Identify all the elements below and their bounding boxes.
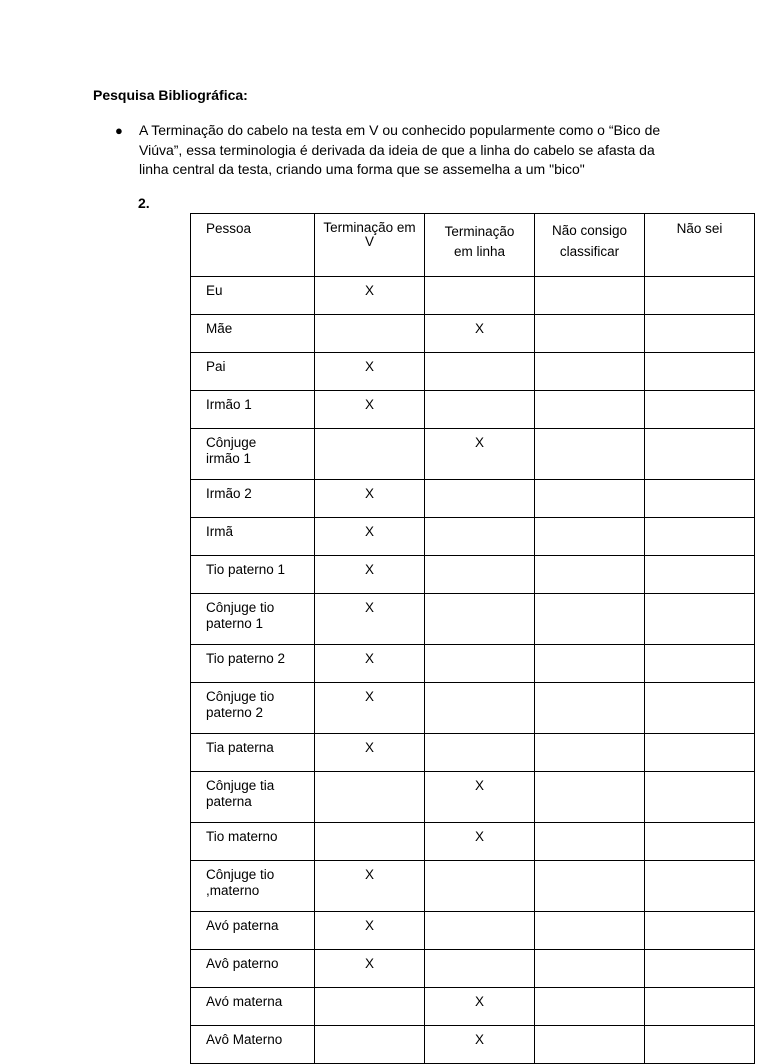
person-name-line1: Cônjuge tio [206,600,275,615]
cell-cannot-classify [535,429,645,480]
cell-cannot-classify [535,950,645,988]
cell-v-shape [315,1026,425,1064]
bullet-list [115,121,675,180]
cell-person [191,772,315,823]
cell-straight-line: X [425,772,535,823]
cell-person [191,277,315,315]
cell-person [191,556,315,594]
cell-cannot-classify [535,518,645,556]
cell-v-shape: X [315,861,425,912]
bullet-item [115,121,675,180]
cell-dont-know [645,315,755,353]
cell-straight-line [425,480,535,518]
cell-dont-know [645,912,755,950]
cell-v-shape: X [315,683,425,734]
cell-straight-line [425,950,535,988]
cell-person [191,912,315,950]
table-row [191,823,755,861]
person-name-line1: Cônjuge tio [206,689,275,704]
cell-dont-know [645,518,755,556]
cell-person [191,823,315,861]
cell-cannot-classify [535,556,645,594]
cell-straight-line: X [425,823,535,861]
cell-cannot-classify [535,772,645,823]
cell-cannot-classify [535,912,645,950]
person-name-line2: paterna [206,793,252,809]
cell-straight-line: X [425,315,535,353]
table-row [191,594,755,645]
cell-cannot-classify [535,353,645,391]
cell-person [191,861,315,912]
cell-straight-line [425,734,535,772]
cell-straight-line [425,277,535,315]
cell-v-shape [315,823,425,861]
table-row [191,391,755,429]
person-name-line1: Tio paterno 2 [206,651,286,666]
header-v-shape [315,214,425,277]
cell-straight-line [425,556,535,594]
table-row [191,556,755,594]
cell-v-shape: X [315,645,425,683]
bullet-line: Viúva”, essa terminologia é derivada da ideia de que a linha do cabelo se afasta da [139,141,655,158]
table-row [191,734,755,772]
person-name-line1: Irmão 1 [206,397,252,412]
cell-person [191,594,315,645]
cell-cannot-classify [535,594,645,645]
cell-cannot-classify [535,683,645,734]
cell-cannot-classify [535,823,645,861]
person-name-line1: Tio materno [206,829,278,844]
person-name-line1: Irmão 2 [206,486,252,501]
cell-cannot-classify [535,861,645,912]
table-row [191,950,755,988]
cell-person [191,734,315,772]
table-row [191,480,755,518]
cell-v-shape [315,772,425,823]
cell-person [191,1026,315,1064]
table-row [191,912,755,950]
cell-person [191,353,315,391]
bullet-line: A Terminação do cabelo na testa em V ou conhecido popularmente como o “Bico de [139,122,661,138]
cell-straight-line [425,912,535,950]
person-name-line1: Avó paterna [206,918,279,933]
cell-v-shape: X [315,391,425,429]
header-dont-know: Não sei [645,214,755,277]
cell-dont-know [645,594,755,645]
cell-dont-know [645,556,755,594]
cell-v-shape [315,988,425,1026]
cell-cannot-classify [535,277,645,315]
header-straight-line [425,214,535,277]
person-name-line2: irmão 1 [206,450,252,466]
cell-person [191,988,315,1026]
cell-cannot-classify [535,734,645,772]
person-name-line1: Tia paterna [206,740,274,755]
header-nc-line2: classificar [559,244,620,259]
table-row [191,353,755,391]
cell-straight-line [425,683,535,734]
cell-straight-line [425,353,535,391]
cell-person [191,645,315,683]
table-row [191,645,755,683]
cell-dont-know [645,823,755,861]
table-row [191,518,755,556]
cell-straight-line [425,594,535,645]
cell-dont-know [645,480,755,518]
cell-person [191,518,315,556]
cell-dont-know [645,734,755,772]
cell-dont-know [645,683,755,734]
cell-straight-line [425,861,535,912]
cell-v-shape: X [315,556,425,594]
header-cannot-classify [535,214,645,277]
cell-dont-know [645,429,755,480]
cell-person [191,429,315,480]
person-name-line1: Avô paterno [206,956,279,971]
cell-dont-know [645,391,755,429]
cell-dont-know [645,353,755,391]
table-row [191,683,755,734]
cell-dont-know [645,950,755,988]
person-name-line1: Cônjuge tia [206,778,275,793]
header-nc-line1: Não consigo [551,223,628,238]
cell-v-shape: X [315,353,425,391]
person-name-line1: Cônjuge [206,435,257,450]
header-person: Pessoa [191,214,315,277]
cell-v-shape: X [315,594,425,645]
person-name-line2: paterno 2 [206,704,264,720]
cell-dont-know [645,645,755,683]
cell-person [191,480,315,518]
table-row [191,988,755,1026]
table-row [191,315,755,353]
cell-straight-line: X [425,1026,535,1064]
person-name-line1: Pai [206,359,226,374]
table-body [191,277,755,1064]
cell-dont-know [645,277,755,315]
bullet-icon: ● [115,123,123,138]
cell-v-shape [315,315,425,353]
cell-person [191,315,315,353]
cell-cannot-classify [535,391,645,429]
cell-v-shape: X [315,912,425,950]
cell-cannot-classify [535,645,645,683]
header-v-line1: Terminação em [323,220,416,235]
table-row [191,277,755,315]
cell-v-shape: X [315,518,425,556]
cell-straight-line: X [425,429,535,480]
bullet-line: linha central da testa, criando uma forma que se assemelha a um "bico" [139,161,585,177]
cell-v-shape: X [315,950,425,988]
cell-v-shape: X [315,734,425,772]
header-line-line2: em linha [453,244,506,259]
table-row [191,429,755,480]
hairline-survey-table [190,213,755,1064]
cell-cannot-classify [535,315,645,353]
cell-dont-know [645,861,755,912]
header-v-line2: V [364,234,374,249]
table-row [191,1026,755,1064]
person-name-line1: Avô Materno [206,1032,283,1047]
cell-person [191,950,315,988]
cell-straight-line [425,645,535,683]
header-line-line1: Terminação [444,224,515,239]
cell-v-shape: X [315,480,425,518]
table-header-row [191,214,755,277]
person-name-line1: Eu [206,283,223,298]
cell-person [191,391,315,429]
cell-cannot-classify [535,480,645,518]
cell-straight-line [425,391,535,429]
person-name-line2: ,materno [206,882,260,898]
person-name-line1: Cônjuge tio [206,867,275,882]
person-name-line1: Mãe [206,321,233,336]
person-name-line1: Avó materna [206,994,283,1009]
person-name-line2: paterno 1 [206,615,264,631]
page-title: Pesquisa Bibliográfica: [93,87,248,103]
table-row [191,772,755,823]
section-number: 2. [138,195,150,211]
person-name-line1: Irmã [206,524,233,539]
person-name-line1: Tio paterno 1 [206,562,286,577]
cell-cannot-classify [535,1026,645,1064]
cell-straight-line [425,518,535,556]
cell-dont-know [645,772,755,823]
cell-v-shape: X [315,277,425,315]
cell-v-shape [315,429,425,480]
table-row [191,861,755,912]
cell-straight-line: X [425,988,535,1026]
cell-dont-know [645,1026,755,1064]
cell-dont-know [645,988,755,1026]
cell-person [191,683,315,734]
cell-cannot-classify [535,988,645,1026]
